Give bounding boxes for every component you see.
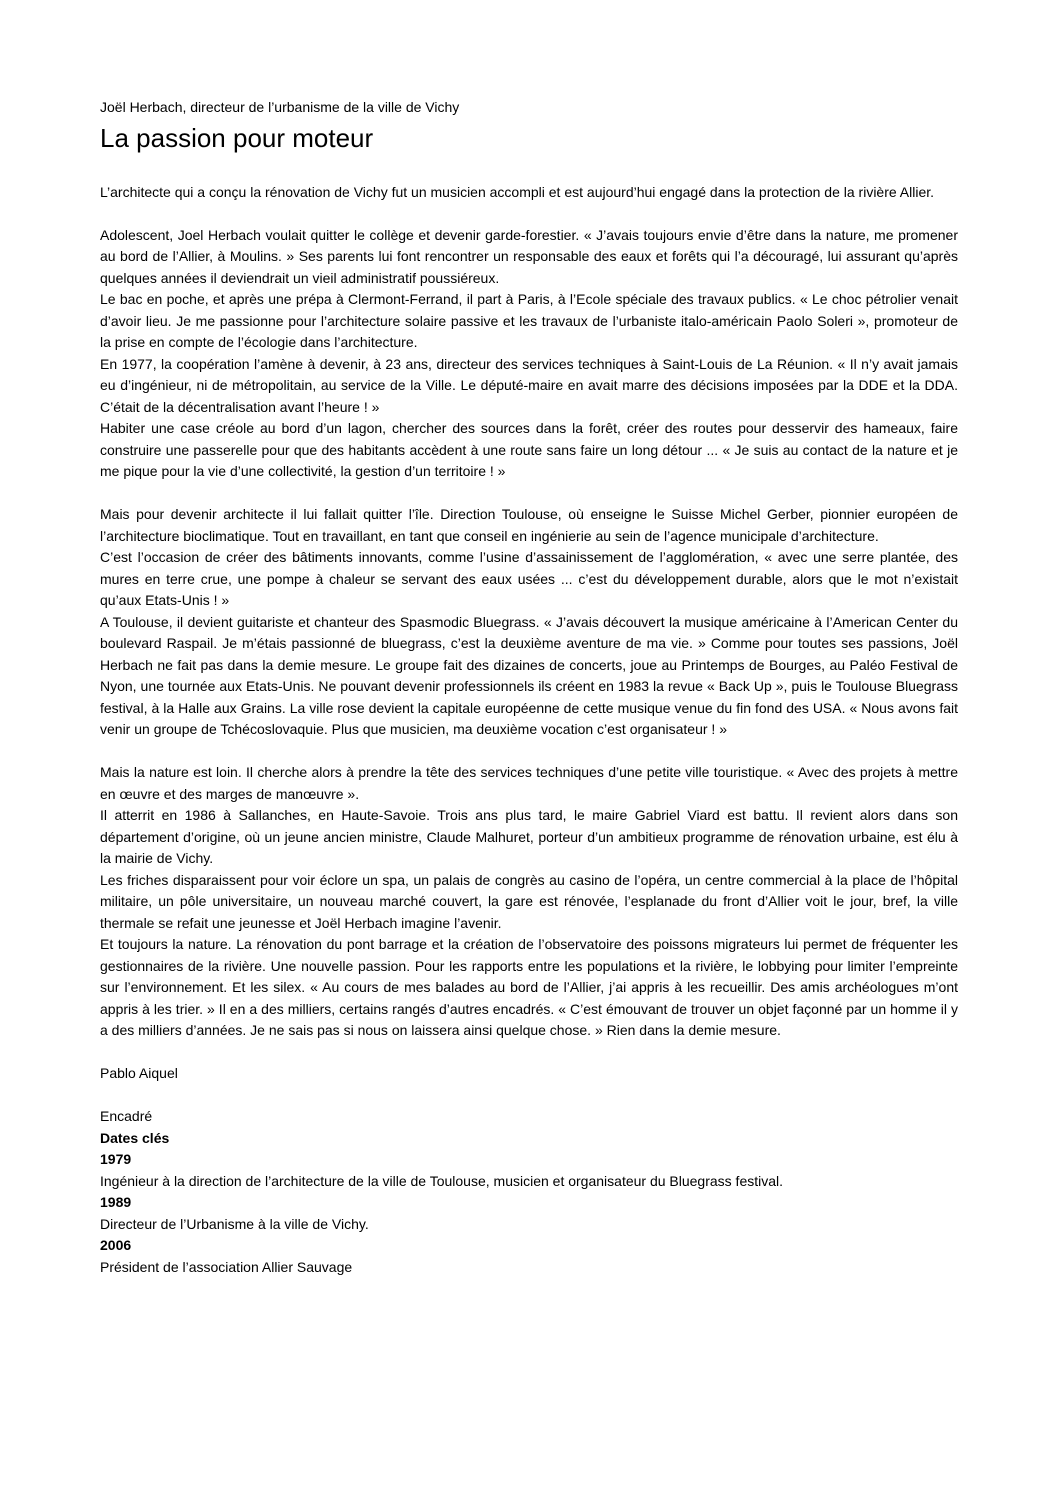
sidebar-encadre [100,1106,958,1278]
page-title: La passion pour moteur [100,122,374,153]
paragraph: Il atterrit en 1986 à Sallanches, en Haute-Savoie. Trois ans plus tard, le maire Gabriel Viard est battu. Il revient alors dans son département d’origine, où un jeune ancien ministre, Claude Malhuret, porteur d’un ambitieux programme de rénovation urbaine, est élu à la mairie de Vichy. [100,807,958,866]
body-block-2 [100,504,958,741]
paragraph: C’est l’occasion de créer des bâtiments innovants, comme l’usine d’assainissement de l’agglomération, « avec une serre plantée, des mures en terre crue, une pompe à chaleur se servant des eaux usées ... c’est du développement durable, alors que le mot n’existait qu’aux Etats-Unis ! » [100,549,958,608]
paragraph: En 1977, la coopération l’amène à devenir, à 23 ans, directeur des services techniques à Saint-Louis de La Réunion. « Il n’y avait jamais eu d’ingénieur, ni de métropolitain, au service de la Ville. Le député-maire en avait marre des décisions imposées par la DDE et la DDA. C’était de la décentralisation avant l’heure ! » [100,355,958,415]
encadre-description: Ingénieur à la direction de l’architecture de la ville de Toulouse, musicien et organisateur du Bluegrass festival. [100,1172,784,1189]
encadre-label: Encadré [100,1108,153,1124]
paragraph: Les friches disparaissent pour voir éclore un spa, un palais de congrès au casino de l’opéra, un centre commercial à la place de l’hôpital militaire, un pôle universitaire, un nouveau marché couvert, la gare est rénovée, l’esplanade du front d’Allier voit le jour, bref, la ville thermale se refait une jeunesse et Joël Herbach imagine l’avenir. [100,871,958,931]
paragraph: Le bac en poche, et après une prépa à Clermont-Ferrand, il part à Paris, à l’Ecole spéciale des travaux publics. « Le choc pétrolier venait d’avoir lieu. Je me passionne pour l’architecture solaire passive et les travaux de l’urbaniste italo-américain Paolo Soleri », promoteur de la prise en compte de l’écologie dans l’architecture. [100,291,958,350]
paragraph: Et toujours la nature. La rénovation du pont barrage et la création de l’observatoire des poissons migrateurs lui permet de fréquenter les gestionnaires de la rivière. Une nouvelle passion. Pour les rapports entre les populations et la rivière, le lobbying pour limiter l’empreinte sur l’environnement. Et les silex. « Au cours de mes balades au bord de l’Allier, j’ai appris à les recueillir. Des amis archéologues m’ont appris à les trier. » Il en a des milliers, certains rangés d’autres encadrés. « C’est émouvant de trouver un objet façonné par un homme il y a des milliers d’années. Je ne sais pas si nous on laissera ainsi quelque chose. » Rien dans la demie mesure. [100,936,958,1038]
paragraph: Mais pour devenir architecte il lui fallait quitter l’île. Direction Toulouse, où enseigne le Suisse Michel Gerber, pionnier européen de l’architecture bioclimatique. Tout en travaillant, en tant que conseil en ingénierie au sein de l’agence municipale d’architecture. [100,506,958,544]
encadre-year: 1979 [100,1151,132,1167]
body-block-3 [100,762,958,1042]
encadre-heading: Dates clés [100,1129,170,1146]
kicker: Joël Herbach, directeur de l’urbanisme de la ville de Vichy [100,99,460,115]
paragraph: Adolescent, Joel Herbach voulait quitter le collège et devenir garde-forestier. « J’avais toujours envie d’être dans la nature, me promener au bord de l’Allier, à Moulins. » Ses parents lui font rencontrer un responsable des eaux et forêts qui l’a découragé, lui assurant qu’après quelques années il deviendrait un vieil administratif poussiéreux. [100,226,958,286]
encadre-year: 1989 [100,1194,132,1210]
encadre-description: Président de l’association Allier Sauvage [100,1258,353,1275]
lede: L’architecte qui a conçu la rénovation de Vichy fut un musicien accompli et est aujourd’hui engagé dans la protection de la rivière Allier. [100,183,935,200]
paragraph: Mais la nature est loin. Il cherche alors à prendre la tête des services techniques d’une petite ville touristique. « Avec des projets à mettre en œuvre et des marges de manœuvre ». [100,764,958,802]
byline: Pablo Aiquel [100,1065,178,1081]
body-block-1 [100,225,958,483]
paragraph: Habiter une case créole au bord d’un lagon, chercher des sources dans la forêt, créer des routes pour desservir des hameaux, faire construire une passerelle pour que des habitants accèdent à une route sans faire un long détour ... « Je suis au contact de la nature et je me pique pour la vie d’une collectivité, la gestion d’un territoire ! » [100,420,958,479]
paragraph: A Toulouse, il devient guitariste et chanteur des Spasmodic Bluegrass. « J’avais découvert la musique américaine à l’American Center du boulevard Raspail. Je m’étais passionné de bluegrass, c’est la deuxième aventure de ma vie. » Comme pour toutes ses passions, Joël Herbach ne fait pas dans la demie mesure. Le groupe fait des dizaines de concerts, joue au Printemps de Bourges, au Paléo Festival de Nyon, une tournée aux Etats-Unis. Ne pouvant devenir professionnels ils créent en 1983 la revue « Back Up », puis le Toulouse Bluegrass festival, à la Halle aux Grains. La ville rose devient la capitale européenne de cette musique venue du fin fond des USA. « Nous avons fait venir un groupe de Tchécoslovaquie. Plus que musicien, ma deuxième vocation c’est organisateur ! » [100,613,958,737]
encadre-description: Directeur de l’Urbanisme à la ville de Vichy. [100,1215,369,1232]
encadre-year: 2006 [100,1237,132,1253]
